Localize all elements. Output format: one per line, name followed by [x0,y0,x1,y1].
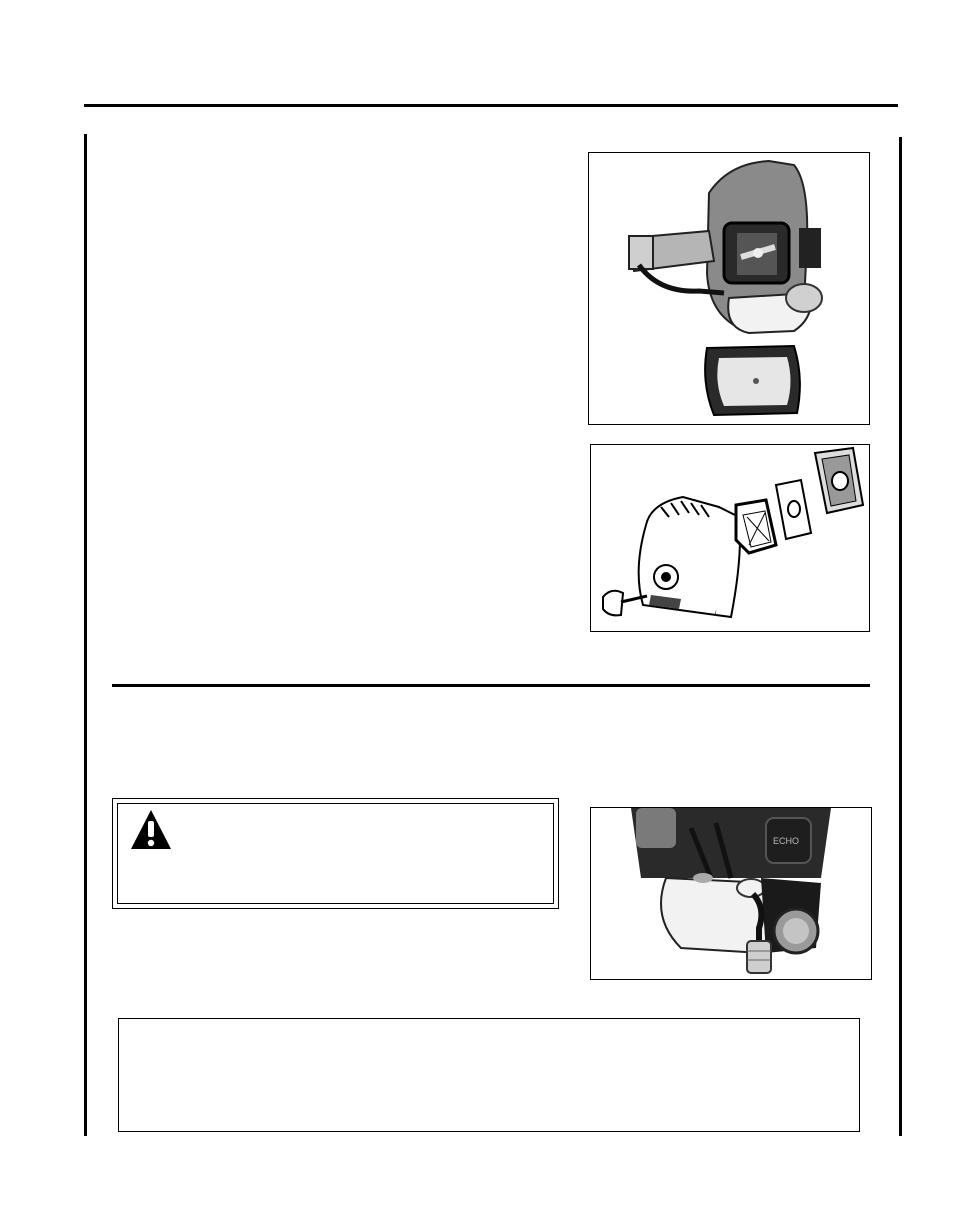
warning-triangle-icon [129,808,173,851]
warning-box [112,798,559,909]
left-page-border [84,134,87,1136]
right-page-border [899,137,902,1136]
header-rule [84,104,898,107]
section-divider [112,684,870,687]
figure-fuel-filter [590,807,872,980]
warning-box-inner-border [117,803,554,904]
fuel-tank-photo [591,808,871,979]
air-filter-drawing [591,445,869,631]
figure-air-cleaner-removed [588,152,870,425]
note-box [118,1018,860,1132]
trimmer-engine-photo [589,153,869,424]
figure-air-filter-exploded [590,444,870,632]
svg-text:ECHO: ECHO [773,836,800,846]
